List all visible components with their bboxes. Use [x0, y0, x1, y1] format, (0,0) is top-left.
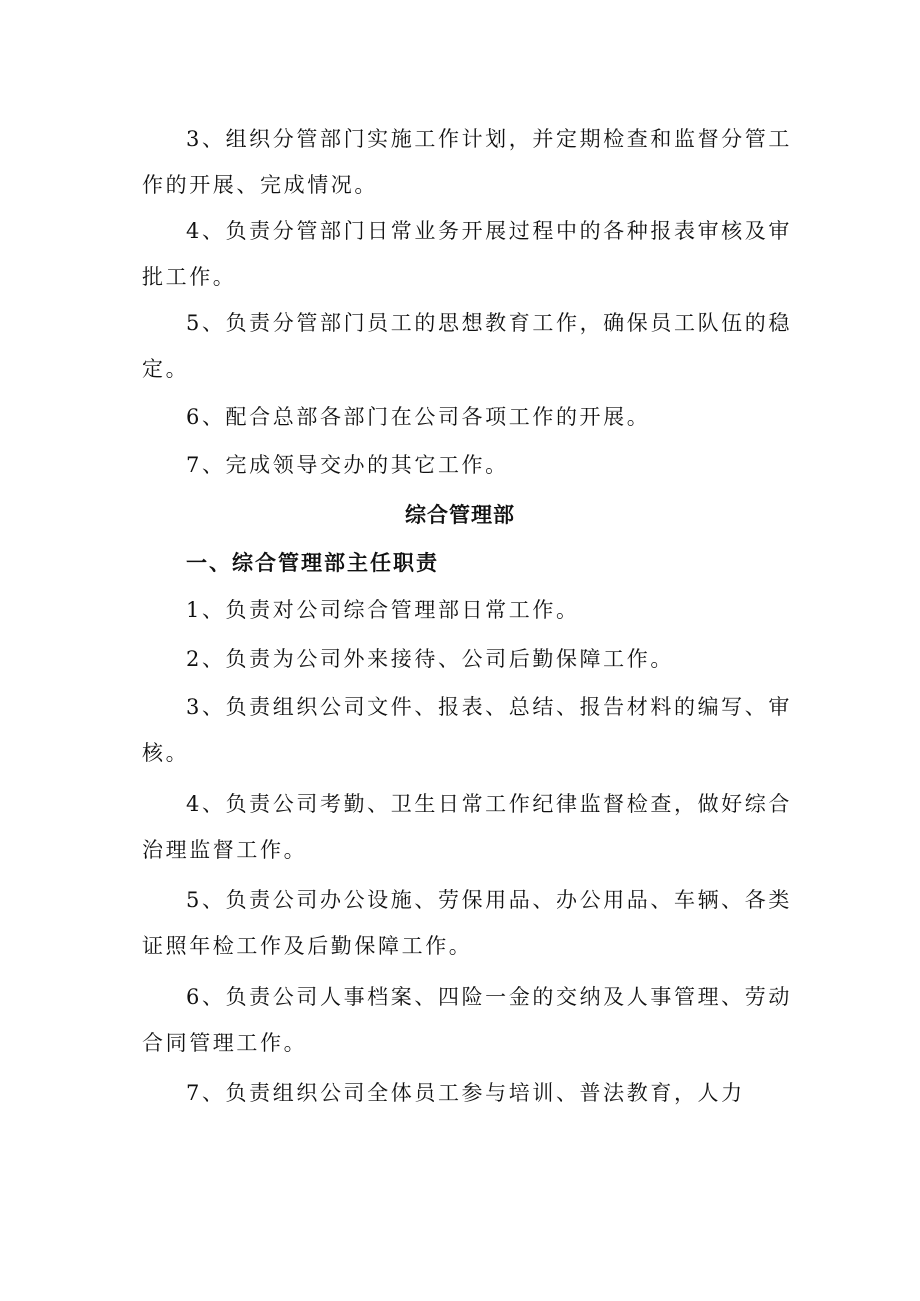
- director-duty-5: 5、负责公司办公设施、劳保用品、办公用品、车辆、各类证照年检工作及后勤保障工作。: [142, 888, 792, 958]
- director-duty-3: 3、负责组织公司文件、报表、总结、报告材料的编写、审核。: [142, 695, 792, 765]
- director-duty-6: 6、负责公司人事档案、四险一金的交纳及人事管理、劳动合同管理工作。: [142, 985, 792, 1055]
- director-duty-1: 1、负责对公司综合管理部日常工作。: [186, 598, 580, 622]
- section-subheading: 一、综合管理部主任职责: [186, 551, 439, 575]
- duty-item-5: 5、负责分管部门员工的思想教育工作，确保员工队伍的稳定。: [142, 311, 792, 381]
- duty-item-6: 6、配合总部各部门在公司各项工作的开展。: [186, 405, 651, 429]
- director-duty-4: 4、负责公司考勤、卫生日常工作纪律监督检查，做好综合治理监督工作。: [142, 792, 792, 862]
- duty-item-7: 7、完成领导交办的其它工作。: [186, 453, 509, 477]
- duty-item-4: 4、负责分管部门日常业务开展过程中的各种报表审核及审批工作。: [142, 219, 792, 289]
- duty-item-3: 3、组织分管部门实施工作计划，并定期检查和监督分管工作的开展、完成情况。: [142, 127, 792, 197]
- director-duty-7: 7、负责组织公司全体员工参与培训、普法教育，人力: [186, 1081, 745, 1105]
- section-title: 综合管理部: [405, 503, 515, 527]
- director-duty-2: 2、负责为公司外来接待、公司后勤保障工作。: [186, 647, 674, 671]
